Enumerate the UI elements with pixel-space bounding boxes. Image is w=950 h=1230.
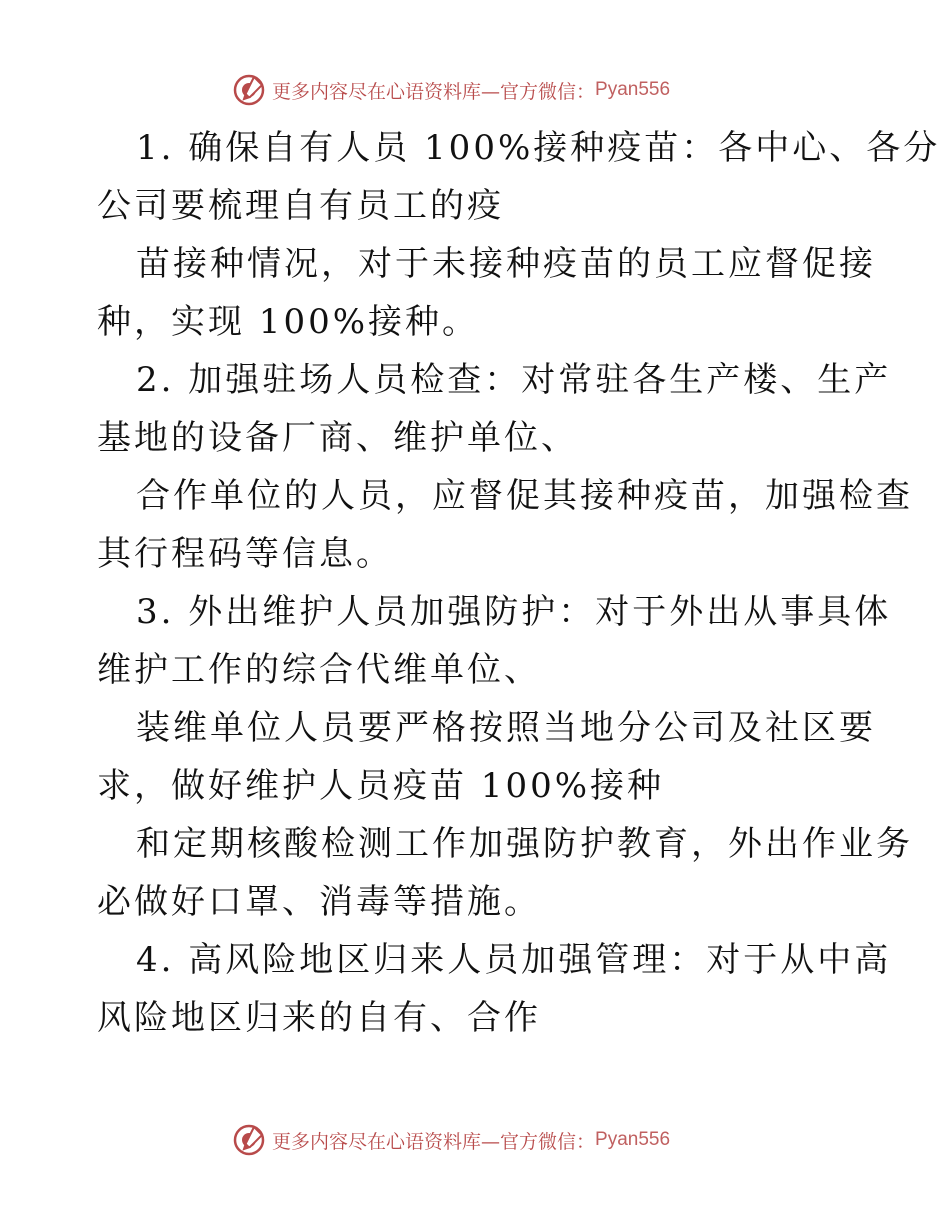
text-line: 和定期核酸检测工作加强防护教育，外出作业务	[136, 824, 913, 864]
text-line: 公司要梳理自有员工的疫	[97, 186, 504, 226]
text-line: 合作单位的人员，应督促其接种疫苗，加强检查	[136, 476, 913, 516]
text-line: 维护工作的综合代维单位、	[97, 650, 541, 690]
header-banner-text: 更多内容尽在心语资料库—官方微信：	[272, 80, 596, 103]
text-line: 其行程码等信息。	[97, 534, 393, 574]
footer-banner-account: Pyan556	[595, 1129, 671, 1150]
text-line: 4. 高风险地区归来人员加强管理：对于从中高	[136, 940, 892, 980]
text-line: 种，实现 100%接种。	[97, 302, 480, 342]
text-line: 2. 加强驻场人员检查：对常驻各生产楼、生产	[136, 360, 892, 400]
text-line: 求，做好维护人员疫苗 100%接种	[97, 766, 665, 806]
header-banner	[232, 70, 670, 110]
pen-logo-icon	[232, 73, 266, 107]
footer-banner-text: 更多内容尽在心语资料库—官方微信：	[272, 1130, 596, 1153]
footer-banner	[232, 1120, 670, 1160]
text-line: 苗接种情况，对于未接种疫苗的员工应督促接	[136, 244, 876, 284]
text-line: 必做好口罩、消毒等措施。	[97, 882, 541, 922]
text-line: 装维单位人员要严格按照当地分公司及社区要	[136, 708, 876, 748]
header-banner-account: Pyan556	[595, 79, 671, 100]
text-line: 基地的设备厂商、维护单位、	[97, 418, 578, 458]
text-line: 3. 外出维护人员加强防护：对于外出从事具体	[136, 592, 892, 632]
text-line: 1. 确保自有人员 100%接种疫苗：各中心、各分	[136, 128, 941, 168]
text-line: 风险地区归来的自有、合作	[97, 998, 541, 1038]
pen-logo-icon	[232, 1123, 266, 1157]
